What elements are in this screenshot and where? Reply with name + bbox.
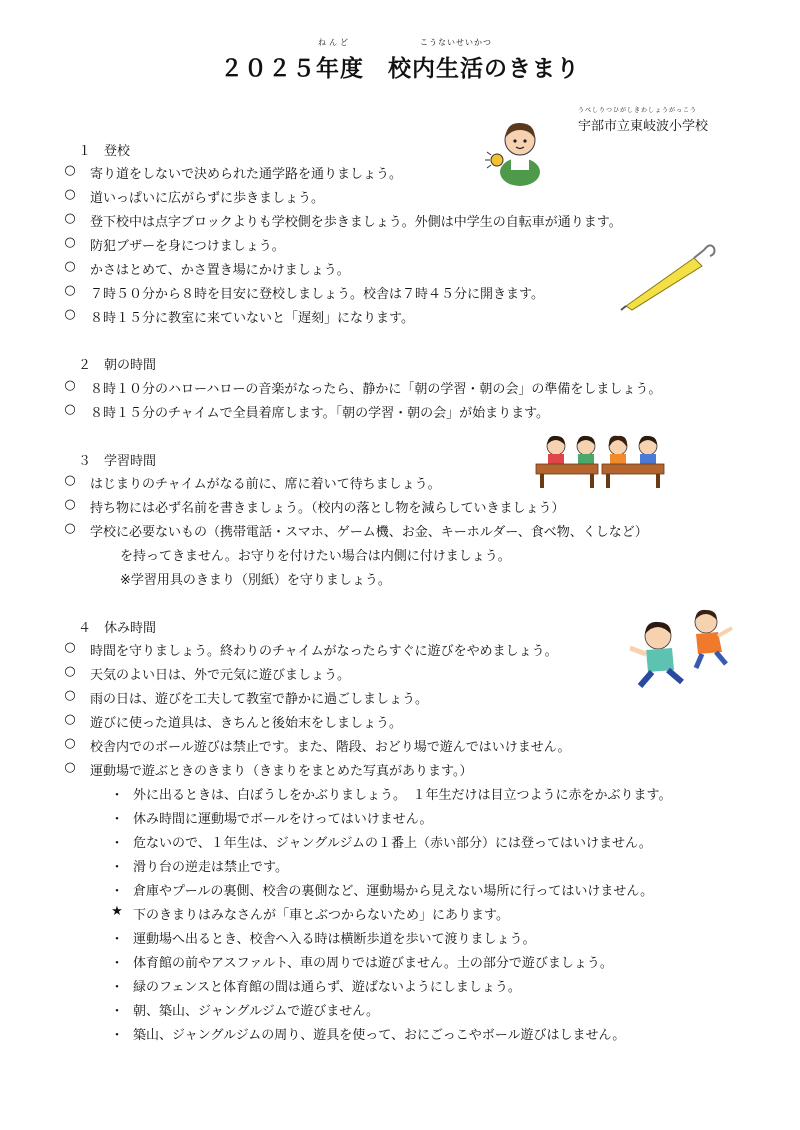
list-item: ○ はじまりのチャイムがなる前に、席に着いて待ちましょう。	[90, 473, 441, 492]
list-item: ○ 寄り道をしないで決められた通学路を通りましょう。	[90, 163, 402, 182]
section-3-title: 学習時間	[104, 454, 157, 469]
list-item: ○ 時間を守りましょう。終わりのチャイムがなったらすぐに遊びをやめましょう。	[90, 640, 558, 659]
section-1-number: １	[78, 144, 92, 159]
bullet-mark: ・	[110, 788, 124, 803]
circle-mark: ○	[64, 473, 76, 488]
section-1-heading	[78, 140, 130, 159]
circle-mark: ○	[64, 211, 76, 226]
list-item: ○ 天気のよい日は、外で元気に遊びましょう。	[90, 664, 350, 683]
list-item: ○ ８時１５分のチャイムで全員着席します。「朝の学習・朝の会」が始まります。	[90, 402, 549, 421]
section-2-number: ２	[78, 358, 92, 373]
umbrella-illustration	[618, 240, 718, 312]
circle-mark: ○	[64, 307, 76, 322]
bullet-mark: ・	[110, 980, 124, 995]
circle-mark: ○	[64, 664, 76, 679]
circle-mark: ○	[64, 688, 76, 703]
bullet-mark: ・	[110, 956, 124, 971]
rule-item: ・ 滑り台の逆走は禁止です。	[133, 856, 288, 875]
list-item: ○ 校舎内でのボール遊びは禁止です。また、階段、おどり場で遊んではいけません。	[90, 736, 570, 755]
list-item: ○ 防犯ブザーを身につけましょう。	[90, 235, 285, 254]
list-item: ○ かさはとめて、かさ置き場にかけましょう。	[90, 259, 350, 278]
list-item: ○ 学校に必要ないもの（携帯電話・スマホ、ゲーム機、お金、キーホルダー、食べ物、くしなど）	[90, 521, 648, 540]
circle-mark: ○	[64, 187, 76, 202]
list-item: ○ ８時１５分に教室に来ていないと「遅刻」になります。	[90, 307, 414, 326]
list-item: ○ 遊びに使った道具は、きちんと後始末をしましょう。	[90, 712, 402, 731]
rule-item: ・ 外に出るときは、白ぼうしをかぶりましょう。 １年生だけは目立つように赤をかぶります。	[133, 784, 671, 803]
circle-mark: ○	[64, 402, 76, 417]
section-2-title: 朝の時間	[104, 358, 157, 373]
star-note: ★ 下のきまりはみなさんが「車とぶつからないため」にあります。	[133, 904, 509, 923]
bullet-mark: ・	[110, 812, 124, 827]
circle-mark: ○	[64, 283, 76, 298]
rule-item: ・ 運動場へ出るとき、校舎へ入る時は横断歩道を歩いて渡りましょう。	[133, 928, 535, 947]
children-at-desks-illustration	[522, 432, 682, 490]
circle-mark: ○	[64, 712, 76, 727]
page-title: ２０２５年度 校内生活のきまり	[220, 56, 580, 82]
circle-mark: ○	[64, 235, 76, 250]
list-item: ○ ８時１０分のハローハローの音楽がなったら、静かに「朝の学習・朝の会」の準備をしましょう。	[90, 378, 661, 397]
circle-mark: ○	[64, 163, 76, 178]
circle-mark: ○	[64, 378, 76, 393]
circle-mark: ○	[64, 640, 76, 655]
section-4-number: ４	[78, 621, 92, 636]
bullet-mark: ・	[110, 932, 124, 947]
note-text: ※学習用具のきまり（別紙）を守りましょう。	[120, 573, 391, 588]
running-children-illustration	[622, 608, 740, 692]
star-mark: ★	[111, 904, 123, 919]
section-1-title: 登校	[104, 144, 131, 159]
list-item: ○ 登下校中は点字ブロックよりも学校側を歩きましょう。外側は中学生の自転車が通ります。	[90, 211, 622, 230]
title-ruby-kounai: こうないせいかつ	[420, 38, 492, 47]
section-2-heading	[78, 354, 156, 373]
circle-mark: ○	[64, 497, 76, 512]
rule-item: ・ 築山、ジャングルジムの周り、遊具を使って、おにごっこやボール遊びはしません。	[133, 1024, 625, 1043]
bullet-mark: ・	[110, 836, 124, 851]
title-ruby-nendo: ねんど	[318, 38, 351, 47]
rule-item: ・ 朝、築山、ジャングルジムで遊びません。	[133, 1000, 379, 1019]
list-item: ○ ７時５０分から８時を目安に登校しましょう。校舎は７時４５分に開きます。	[90, 283, 544, 302]
list-item-continuation: を持ってきません。お守りを付けたい場合は内側に付けましょう。	[120, 549, 511, 564]
school-name: 宇部市立東岐波小学校	[578, 119, 709, 134]
list-item: ○ 雨の日は、遊びを工夫して教室で静かに過ごしましょう。	[90, 688, 428, 707]
section-3-heading	[78, 450, 156, 469]
rule-item: ・ 緑のフェンスと体育館の間は通らず、遊ばないようにしましょう。	[133, 976, 521, 995]
bullet-mark: ・	[110, 1004, 124, 1019]
section-4-title: 休み時間	[104, 621, 157, 636]
list-item: ○ 運動場で遊ぶときのきまり（きまりをまとめた写真があります。）	[90, 760, 472, 779]
rule-item: ・ 倉庫やプールの裏側、校舎の裏側など、運動場から見えない場所に行ってはいけません。	[133, 880, 653, 899]
rule-item: ・ 危ないので、１年生は、ジャングルジムの１番上（赤い部分）には登ってはいけません。	[133, 832, 652, 851]
rule-item: ・ 体育館の前やアスファルト、車の周りでは遊びません。土の部分で遊びましょう。	[133, 952, 613, 971]
student-with-buzzer-illustration	[483, 112, 553, 182]
bullet-mark: ・	[110, 884, 124, 899]
circle-mark: ○	[64, 521, 76, 536]
list-item: ○ 道いっぱいに広がらずに歩きましょう。	[90, 187, 324, 206]
section-3-number: ３	[78, 454, 92, 469]
section-4-heading	[78, 617, 156, 636]
rule-item: ・ 休み時間に運動場でボールをけってはいけません。	[133, 808, 433, 827]
bullet-mark: ・	[110, 860, 124, 875]
list-item: ○ 持ち物には必ず名前を書きましょう。（校内の落とし物を減らしていきましょう）	[90, 497, 565, 516]
school-name-ruby: うべしりつひがしきわしょうがっこう	[578, 107, 698, 114]
circle-mark: ○	[64, 760, 76, 775]
circle-mark: ○	[64, 259, 76, 274]
bullet-mark: ・	[110, 1028, 124, 1043]
circle-mark: ○	[64, 736, 76, 751]
